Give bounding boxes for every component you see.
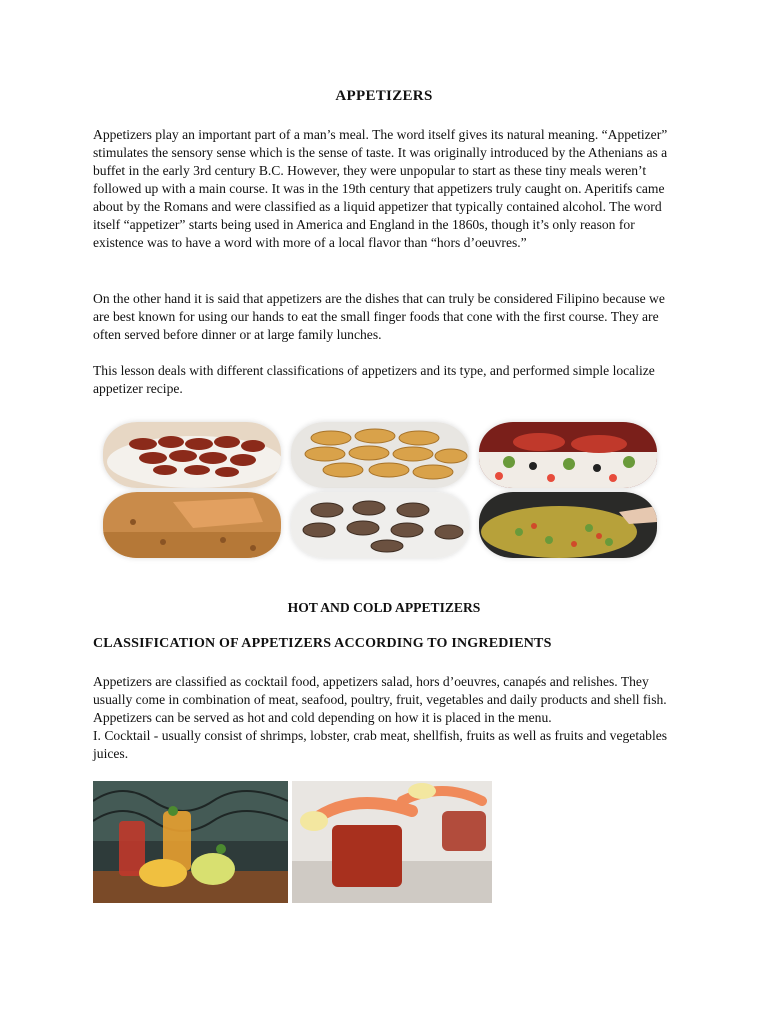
classification-paragraph	[93, 673, 683, 763]
stuffed-mushrooms-photo	[291, 492, 469, 558]
sausages-photo	[103, 422, 281, 488]
intro-paragraph: Appetizers play an important part of a man’s meal. The word itself gives its natural meaning. “Appetizer” stimulates the sensory sense which is the sense of taste. It was originally introduced by the Athenians as a buffet in the early 3rd century B.C. However, they were unpopular to start as these tiny meals weren’t followed up with a main course. It was in the 19th century that appetizers truly caught on. Aperitifs came about by the Romans and were classified as a liquid appetizer that typically contained alcohol. The word itself “appetizer” starts being used in America and England in the 1860s, though it’s only reason for existence was to have a word with more of a local flavor than “hors d’oeuvres.”	[93, 127, 668, 250]
cocktail-item: I. Cocktail - usually consist of shrimps, lobster, crab meat, shellfish, fruits as well as fruits and vegetables juices.	[93, 728, 668, 761]
filipino-paragraph: On the other hand it is said that appetizers are the dishes that can truly be considered Filipino because we are best known for using our hands to eat the small finger foods that cone with the first course. They are often served before dinner or at large family lunches.	[93, 291, 665, 342]
lesson-paragraph: This lesson deals with different classifications of appetizers and its type, and performed simple localize appetizer recipe.	[93, 363, 655, 396]
section-heading-classification: CLASSIFICATION OF APPETIZERS ACCORDING TO INGREDIENTS	[93, 636, 552, 651]
page-title: APPETIZERS	[335, 88, 433, 104]
flatbread-photo	[103, 492, 281, 558]
dip-photo	[479, 492, 657, 558]
shrimp-cocktail-photo	[292, 781, 492, 903]
classification-text: Appetizers are classified as cocktail food, appetizers salad, hors d’oeuvres, canapés and relishes. They usually come in combination of meat, seafood, poultry, fruit, vegetables and daily products and shell fish. Appetizers can be served as hot and cold depending on how it is placed in the menu.	[93, 674, 667, 725]
pastries-photo	[291, 422, 469, 488]
section-heading-hot-cold: HOT AND COLD APPETIZERS	[287, 600, 481, 615]
cocktail-drinks-photo	[93, 781, 288, 903]
antipasto-platter-photo	[479, 422, 657, 488]
